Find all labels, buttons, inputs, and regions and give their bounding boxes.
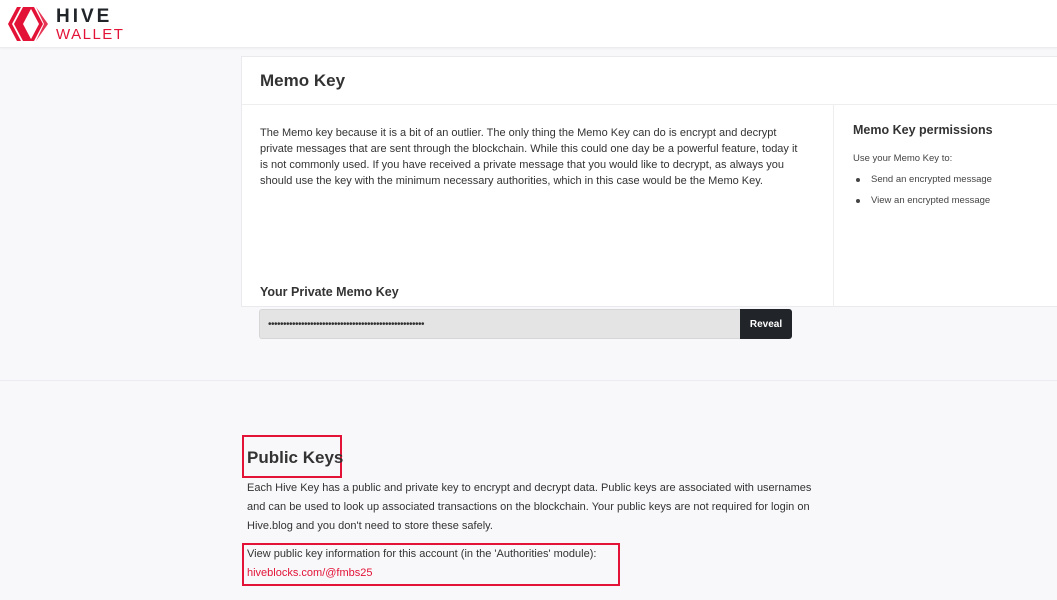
memo-key-card xyxy=(241,56,1057,330)
permissions-title: Memo Key permissions xyxy=(853,123,993,137)
bullet-icon xyxy=(856,178,860,182)
memo-key-title: Memo Key xyxy=(260,70,346,90)
permissions-list xyxy=(853,174,1053,216)
private-memo-key-field[interactable] xyxy=(259,309,740,339)
logo-wordmark: HIVE xyxy=(56,5,113,27)
logo-subtitle: WALLET xyxy=(56,25,125,43)
permissions-subtitle: Use your Memo Key to: xyxy=(853,153,953,164)
memo-key-card-body xyxy=(242,105,834,330)
permission-item-label: View an encrypted message xyxy=(871,195,991,206)
list-item xyxy=(853,195,1053,216)
public-keys-description: Each Hive Key has a public and private key to encrypt and decrypt data. Public keys are associated with usernames and can be used to look up associated transactions on the blockchain. Your public keys are not required for login on Hive.blog and you don't need to store these safely. xyxy=(247,482,812,532)
memo-key-card-header xyxy=(242,57,1057,105)
reveal-button[interactable]: Reveal xyxy=(740,309,792,339)
private-memo-key-label: Your Private Memo Key xyxy=(260,285,399,299)
hive-wallet-logo[interactable] xyxy=(8,6,124,42)
top-navbar xyxy=(0,0,1057,48)
hive-logo-icon xyxy=(8,6,48,42)
hiveblocks-account-link[interactable]: hiveblocks.com/@fmbs25 xyxy=(247,567,373,579)
memo-key-permissions xyxy=(853,123,1053,216)
private-key-row xyxy=(259,309,792,339)
permission-item-label: Send an encrypted message xyxy=(871,174,992,185)
bullet-icon xyxy=(856,199,860,203)
public-keys-title: Public Keys xyxy=(247,448,344,467)
list-item xyxy=(853,174,1053,195)
section-divider xyxy=(0,380,1057,381)
public-key-info-text: View public key information for this account (in the 'Authorities' module): xyxy=(247,548,597,560)
memo-key-description: The Memo key because it is a bit of an outlier. The only thing the Memo Key can do is encrypt and decrypt private messages that are sent through the blockchain. While this could one day be a powerful feature, today it is not commonly used. If you have received a private message that you would like to decrypt, as always you should use the key with the minimum necessary authorities, which in this case would be the Memo Key. xyxy=(260,127,798,188)
